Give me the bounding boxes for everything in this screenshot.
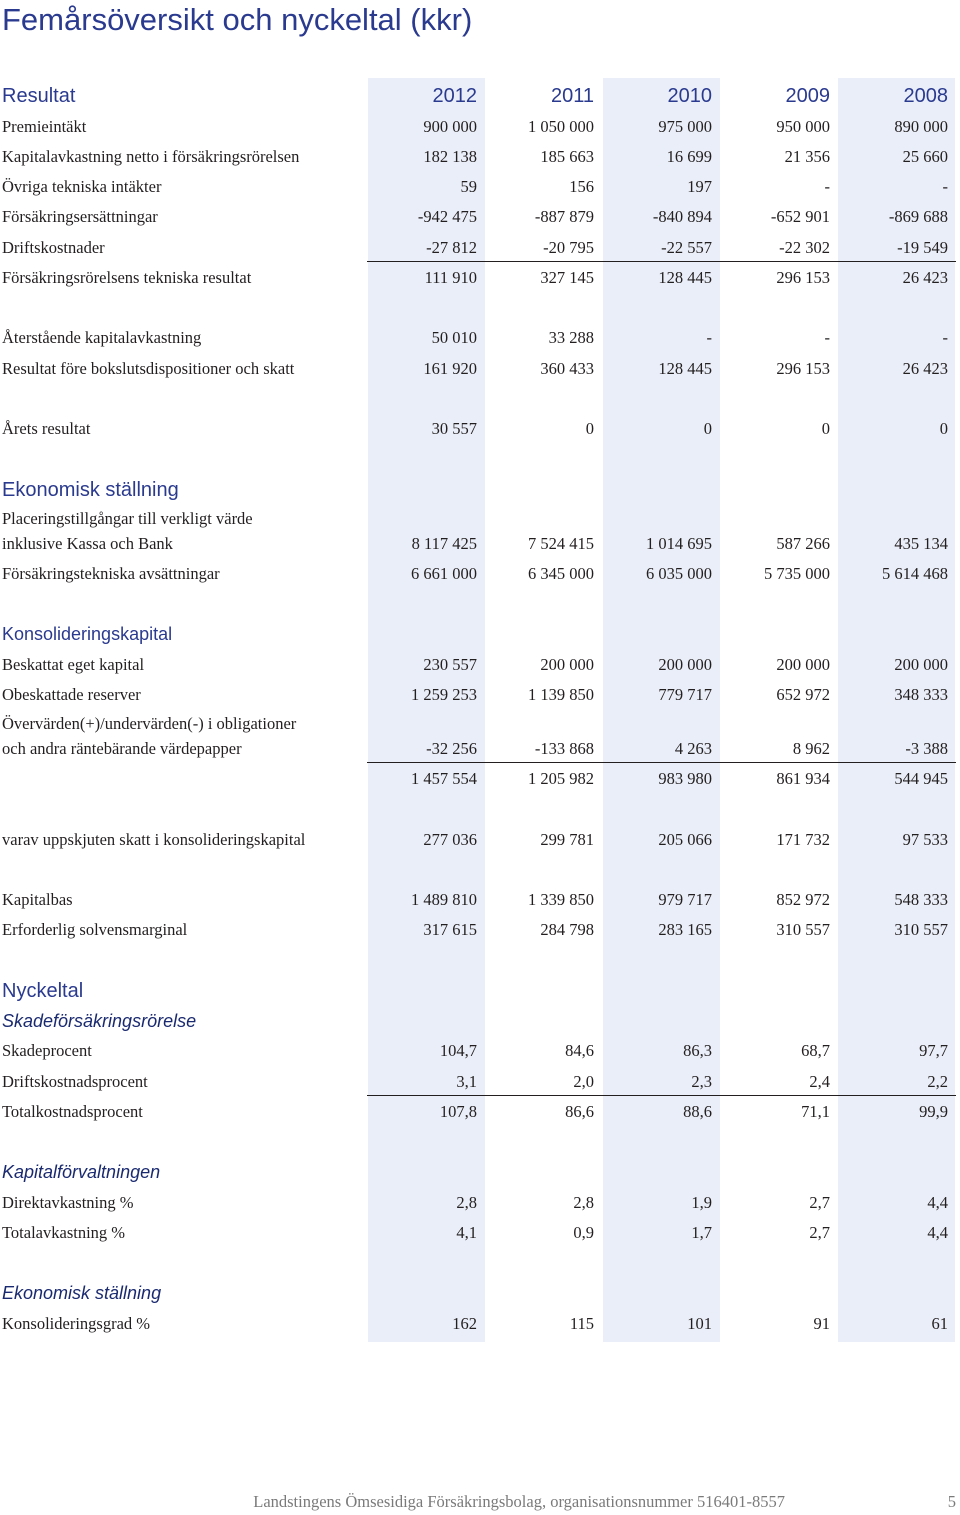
value-cell: 21 356 [784, 146, 830, 166]
value-cell: 2,7 [809, 1222, 830, 1242]
value-cell: 6 661 000 [411, 563, 477, 583]
table-row [0, 171, 956, 201]
row-label-line-2: och andra räntebärande värdepapper [2, 738, 242, 758]
value-cell: 1 489 810 [411, 890, 477, 909]
table-row [0, 914, 956, 944]
section-label: Skadeförsäkringsrörelse [2, 1011, 197, 1031]
value-cell: 171 732 [776, 829, 830, 849]
section-label: Ekonomisk ställning [2, 478, 179, 501]
row-label: Totalkostnadsprocent [2, 1101, 143, 1121]
value-cell: -32 256 [426, 738, 477, 758]
footer-text: Landstingens Ömsesidiga Försäkringsbolag, organisationsnummer 516401-8557 [253, 1492, 785, 1511]
row-label: Övriga tekniska intäkter [2, 177, 162, 196]
value-cell: 200 000 [776, 654, 830, 674]
value-cell: - [824, 177, 830, 196]
year-header: 2009 [785, 85, 830, 108]
table-row [0, 141, 956, 171]
section-label: Kapitalförvaltningen [2, 1162, 161, 1183]
value-cell: 26 423 [902, 267, 948, 287]
value-cell: 185 663 [540, 146, 594, 166]
year-header: 2008 [903, 85, 948, 108]
value-cell: 104,7 [439, 1041, 477, 1061]
value-cell: - [942, 177, 948, 196]
row-label: Årets resultat [2, 419, 91, 438]
value-cell: 587 266 [776, 533, 830, 553]
value-cell: 1,9 [691, 1192, 712, 1212]
year-header: 2011 [550, 85, 594, 108]
table-row [0, 1307, 956, 1337]
row-label-line-1: Placeringstillgångar till verkligt värde [2, 508, 253, 528]
value-cell: 950 000 [776, 116, 830, 136]
value-cell: 435 134 [894, 533, 948, 553]
row-label: Försäkringsersättningar [2, 207, 158, 227]
value-cell: -3 388 [905, 738, 948, 758]
value-cell: -942 475 [417, 207, 477, 227]
value-cell: 900 000 [423, 116, 477, 136]
value-cell: 299 781 [540, 829, 594, 849]
value-cell: 230 557 [423, 654, 477, 674]
value-cell: 91 [813, 1313, 830, 1333]
value-cell: 50 010 [431, 328, 477, 348]
year-header: 2010 [667, 85, 712, 108]
value-cell: 2,0 [573, 1071, 594, 1091]
value-cell: 4,1 [456, 1222, 477, 1242]
table-row [0, 1186, 956, 1216]
value-cell: 205 066 [658, 829, 712, 849]
value-cell: -133 868 [534, 738, 594, 758]
value-cell: 0,9 [573, 1222, 594, 1242]
value-cell: 59 [460, 177, 477, 196]
value-cell: - [706, 328, 712, 348]
value-cell: 156 [569, 177, 594, 196]
section-label: Ekonomisk ställning [2, 1283, 162, 1304]
value-cell: - [942, 328, 948, 348]
value-cell: 197 [687, 177, 712, 196]
value-cell: 97,7 [919, 1041, 948, 1061]
value-cell: -20 795 [543, 237, 594, 257]
value-cell: -22 302 [779, 237, 830, 257]
value-cell: 360 433 [540, 358, 594, 378]
table-row [0, 679, 956, 709]
value-cell: 1 139 850 [528, 684, 594, 704]
value-cell: 0 [585, 419, 594, 438]
value-cell: 0 [703, 419, 712, 438]
table-row [0, 231, 956, 261]
value-cell: 1 205 982 [528, 769, 594, 788]
value-cell: 0 [939, 419, 948, 438]
value-cell: 99,9 [919, 1101, 948, 1121]
table-row [0, 1217, 956, 1247]
value-cell: 71,1 [801, 1101, 830, 1121]
table-row [0, 110, 956, 140]
value-cell: 348 333 [894, 684, 948, 704]
value-cell: 2,4 [809, 1071, 830, 1091]
row-label: Beskattat eget kapital [2, 654, 145, 674]
value-cell: 979 717 [658, 890, 712, 909]
value-cell: 296 153 [776, 358, 830, 378]
table-row [0, 201, 956, 231]
value-cell: 200 000 [658, 654, 712, 674]
table-row [0, 1096, 956, 1126]
value-cell: 182 138 [423, 146, 477, 166]
value-cell: 4,4 [927, 1222, 948, 1242]
value-cell: 33 288 [548, 328, 594, 348]
section-label: Konsolideringskapital [2, 624, 173, 645]
value-cell: 4 263 [674, 738, 712, 758]
section-heading [0, 975, 956, 1005]
row-label: Försäkringsrörelsens tekniska resultat [2, 267, 252, 287]
row-label [2, 711, 296, 761]
table-row [0, 352, 956, 382]
value-cell: 111 910 [424, 267, 477, 287]
table-row [0, 558, 956, 588]
row-label: Driftskostnadsprocent [2, 1071, 148, 1091]
value-cell: 310 557 [894, 920, 948, 940]
value-cell: 200 000 [894, 654, 948, 674]
value-cell: 88,6 [683, 1101, 712, 1121]
value-cell: 548 333 [894, 890, 948, 909]
value-cell: 1 014 695 [646, 533, 712, 553]
section-heading [0, 1005, 956, 1035]
page-title: Femårsöversikt och nyckeltal (kkr) [2, 2, 473, 37]
row-label: Konsolideringsgrad % [2, 1313, 151, 1333]
row-label: Totalavkastning % [2, 1222, 126, 1242]
value-cell: -27 812 [426, 237, 477, 257]
table-row [0, 648, 956, 678]
value-cell: -869 688 [888, 207, 948, 227]
row-label [2, 506, 253, 556]
value-cell: - [824, 328, 830, 348]
row-label: Återstående kapitalavkastning [2, 328, 202, 348]
section-heading [0, 618, 956, 648]
section-heading [0, 1277, 956, 1307]
page-footer [0, 1492, 960, 1514]
value-cell: 161 920 [423, 358, 477, 378]
value-cell: -652 901 [770, 207, 830, 227]
value-cell: 1 259 253 [411, 684, 477, 704]
value-cell: 8 117 425 [411, 533, 477, 553]
row-label: Driftskostnader [2, 237, 105, 257]
row-label: Premieintäkt [2, 116, 87, 136]
value-cell: 128 445 [658, 267, 712, 287]
value-cell: 1,7 [691, 1222, 712, 1242]
value-cell: 3,1 [456, 1071, 477, 1091]
row-label: Direktavkastning % [2, 1192, 134, 1212]
value-cell: 2,8 [573, 1192, 594, 1212]
section-heading [0, 473, 956, 503]
value-cell: 544 945 [894, 769, 948, 788]
value-cell: 5 735 000 [764, 563, 830, 583]
table-row [0, 1065, 956, 1095]
value-cell: 30 557 [431, 419, 477, 438]
value-cell: 2,3 [691, 1071, 712, 1091]
value-cell: 101 [687, 1313, 712, 1333]
value-cell: 86,3 [683, 1041, 712, 1061]
row-label-line-2: inklusive Kassa och Bank [2, 533, 173, 553]
year-header: 2012 [432, 85, 477, 108]
value-cell: 61 [931, 1313, 948, 1333]
value-cell: 26 423 [902, 358, 948, 378]
table-row [0, 823, 956, 853]
row-label: Kapitalavkastning netto i försäkringsrörelsen [2, 146, 300, 166]
value-cell: 310 557 [776, 920, 830, 940]
value-cell: 4,4 [927, 1192, 948, 1212]
value-cell: 1 339 850 [528, 890, 594, 909]
table-row [0, 1035, 956, 1065]
row-label: Resultat före bokslutsdispositioner och skatt [2, 358, 295, 378]
value-cell: 861 934 [776, 769, 830, 788]
table-header-row [0, 80, 956, 110]
value-cell: 162 [452, 1313, 477, 1333]
value-cell: 107,8 [439, 1101, 477, 1121]
value-cell: 296 153 [776, 267, 830, 287]
row-label: Skadeprocent [2, 1041, 92, 1061]
value-cell: 16 699 [666, 146, 712, 166]
value-cell: 0 [821, 419, 830, 438]
value-cell: -19 549 [897, 237, 948, 257]
value-cell: -887 879 [534, 207, 594, 227]
value-cell: 2,2 [927, 1071, 948, 1091]
table-row [0, 763, 956, 793]
page-number: 5 [947, 1492, 956, 1511]
value-cell: 652 972 [776, 684, 830, 704]
value-cell: 779 717 [658, 684, 712, 704]
value-cell: 975 000 [658, 116, 712, 136]
value-cell: 115 [569, 1313, 594, 1333]
row-label: Kapitalbas [2, 890, 73, 909]
value-cell: -840 894 [652, 207, 712, 227]
value-cell: 84,6 [565, 1041, 594, 1061]
value-cell: 7 524 415 [528, 533, 594, 553]
value-cell: 128 445 [658, 358, 712, 378]
value-cell: 890 000 [894, 116, 948, 136]
value-cell: 8 962 [792, 738, 830, 758]
value-cell: 983 980 [658, 769, 712, 788]
row-label-line-1: Övervärden(+)/undervärden(-) i obligationer [2, 713, 297, 733]
value-cell: 852 972 [776, 890, 830, 909]
value-cell: 317 615 [423, 920, 477, 940]
value-cell: -22 557 [661, 237, 712, 257]
table-row [0, 262, 956, 292]
value-cell: 284 798 [540, 920, 594, 940]
table-row [0, 504, 956, 558]
table-row [0, 322, 956, 352]
row-label: Försäkringstekniska avsättningar [2, 563, 220, 583]
value-cell: 86,6 [565, 1101, 594, 1121]
value-cell: 2,7 [809, 1192, 830, 1212]
row-label: varav uppskjuten skatt i konsolideringskapital [2, 829, 306, 849]
table-row [0, 413, 956, 443]
row-label: Erforderlig solvensmarginal [2, 920, 188, 940]
section-heading [0, 1156, 956, 1186]
value-cell: 97 533 [902, 829, 948, 849]
value-cell: 327 145 [540, 267, 594, 287]
value-cell: 1 457 554 [411, 769, 477, 788]
row-label: Obeskattade reserver [2, 684, 141, 704]
value-cell: 6 035 000 [646, 563, 712, 583]
value-cell: 277 036 [423, 829, 477, 849]
value-cell: 283 165 [658, 920, 712, 940]
table-row [0, 709, 956, 763]
value-cell: 200 000 [540, 654, 594, 674]
value-cell: 5 614 468 [882, 563, 948, 583]
value-cell: 1 050 000 [528, 116, 594, 136]
value-cell: 68,7 [801, 1041, 830, 1061]
value-cell: 6 345 000 [528, 563, 594, 583]
header-label: Resultat [2, 85, 76, 108]
table-row [0, 884, 956, 914]
value-cell: 25 660 [902, 146, 948, 166]
section-label: Nyckeltal [2, 979, 84, 1002]
value-cell: 2,8 [456, 1192, 477, 1212]
